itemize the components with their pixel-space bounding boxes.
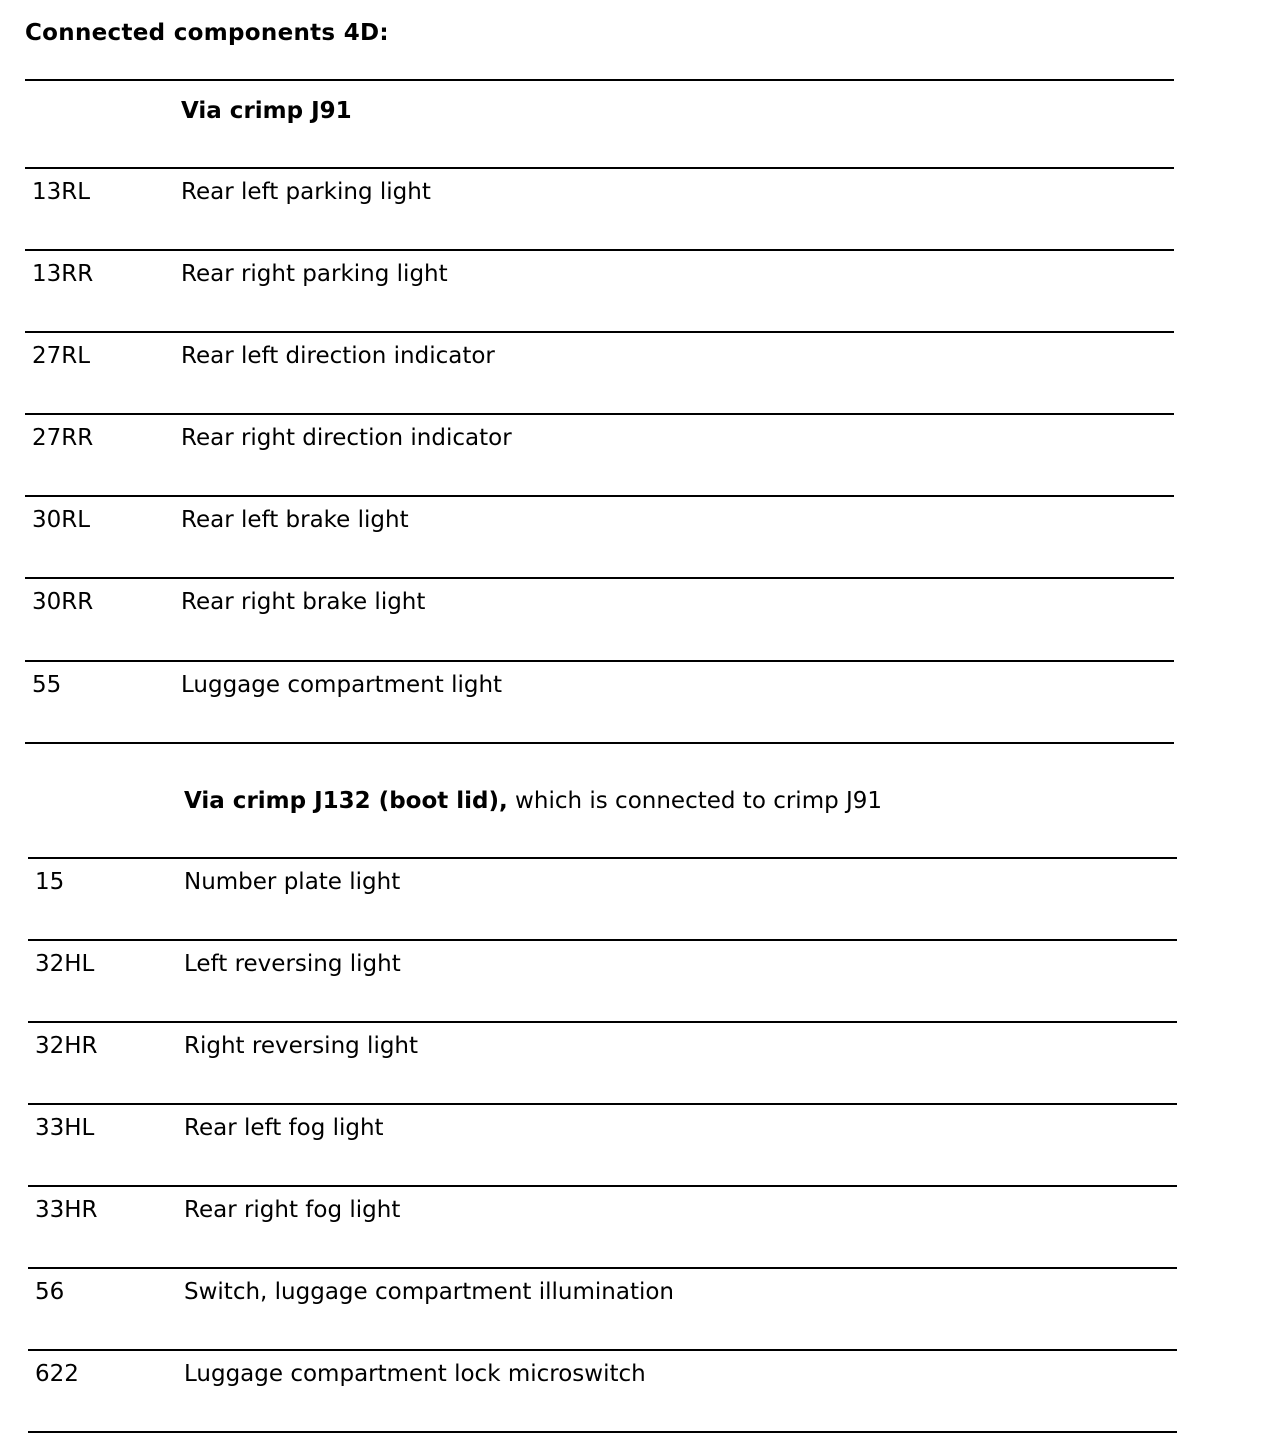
component-description: Switch, luggage compartment illumination [184,1279,675,1305]
section-divider [25,79,1174,81]
component-code: 55 [32,672,62,698]
component-code: 13RL [32,179,91,205]
row-divider [28,1103,1177,1105]
row-divider [25,331,1174,333]
section-bottom-rule [28,1431,1177,1433]
component-description: Rear right parking light [181,261,448,287]
page-title: Connected components 4D: [25,20,389,46]
component-description: Luggage compartment light [181,672,503,698]
row-divider [25,413,1174,415]
component-description: Rear right brake light [181,589,426,615]
component-description: Rear left fog light [184,1115,384,1141]
component-description: Luggage compartment lock microswitch [184,1361,646,1387]
row-divider [28,1349,1177,1351]
component-code: 33HR [35,1197,98,1223]
component-description: Rear right direction indicator [181,425,512,451]
component-code: 56 [35,1279,65,1305]
row-divider [25,249,1174,251]
component-code: 27RL [32,343,91,369]
component-code: 15 [35,869,65,895]
section-heading-bold: Via crimp J132 (boot lid), [184,788,508,814]
section-heading-bold: Via crimp J91 [181,98,352,124]
component-description: Left reversing light [184,951,401,977]
row-divider [28,1021,1177,1023]
component-code: 622 [35,1361,79,1387]
section-bottom-rule [25,742,1174,744]
row-divider [28,1267,1177,1269]
component-code: 30RR [32,589,94,615]
row-divider [25,660,1174,662]
section-heading [181,98,352,124]
row-divider [28,1185,1177,1187]
component-code: 32HL [35,951,95,977]
component-code: 27RR [32,425,94,451]
row-divider [25,167,1174,169]
row-divider [25,495,1174,497]
component-description: Rear right fog light [184,1197,401,1223]
component-description: Number plate light [184,869,401,895]
component-code: 33HL [35,1115,95,1141]
section-heading [184,788,882,814]
row-divider [28,857,1177,859]
component-description: Rear left brake light [181,507,409,533]
section-heading-rest: which is connected to crimp J91 [507,788,883,814]
row-divider [28,939,1177,941]
row-divider [25,577,1174,579]
component-code: 13RR [32,261,94,287]
component-code: 30RL [32,507,91,533]
component-description: Right reversing light [184,1033,419,1059]
component-description: Rear left direction indicator [181,343,495,369]
component-description: Rear left parking light [181,179,431,205]
component-code: 32HR [35,1033,98,1059]
